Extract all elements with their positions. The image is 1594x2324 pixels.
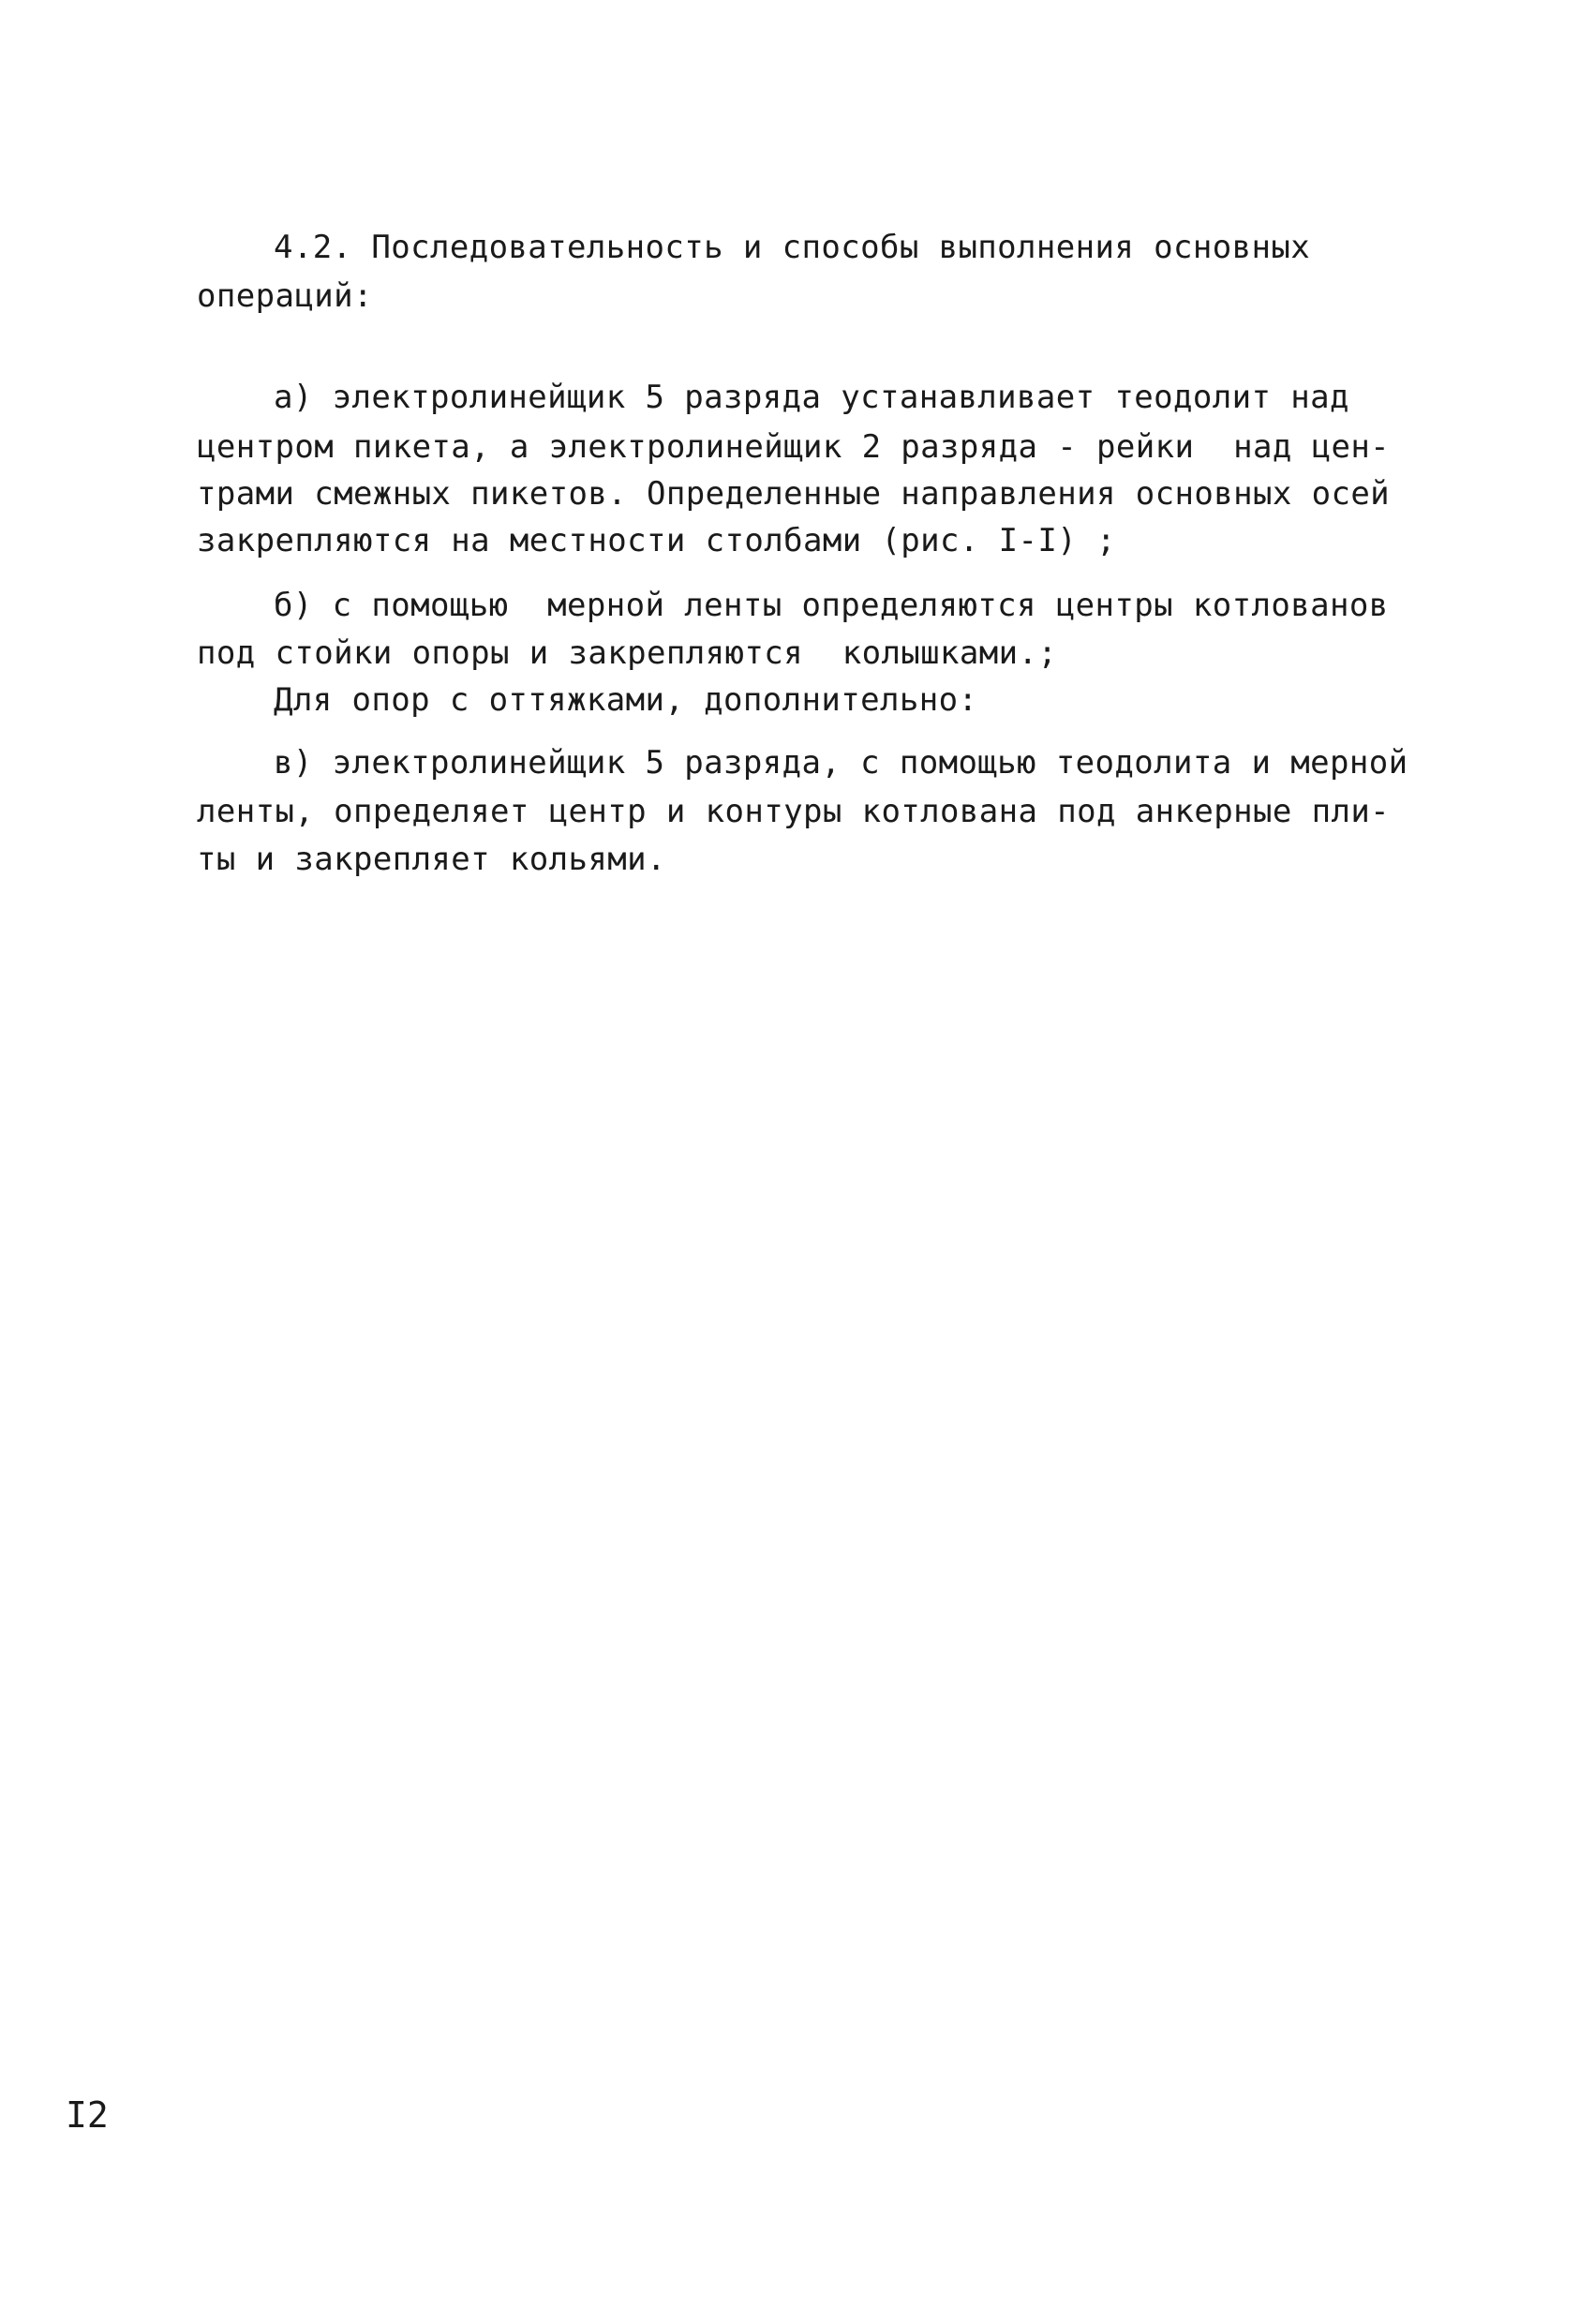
text-line: закрепляются на местности столбами (рис. I-I) ; <box>197 522 1116 559</box>
item-b-line: б) с помощью мерной ленты определяются центры котлованов <box>274 587 1389 624</box>
page-number: I2 <box>66 2094 109 2136</box>
text-line: Для опор с оттяжками, дополнительно: <box>274 681 978 719</box>
item-a-line: а) электролинейщик 5 разряда устанавливает теодолит над <box>274 379 1349 416</box>
text-line: ленты, определяет центр и контуры котлована под анкерные пли- <box>197 793 1391 830</box>
text-line: ты и закрепляет кольями. <box>197 841 666 878</box>
text-line: операций: <box>197 277 373 315</box>
section-heading: 4.2. Последовательность и способы выполнения основных <box>274 229 1311 266</box>
text-line: центром пикета, а электролинейщик 2 разряда - рейки над цен- <box>197 428 1391 466</box>
text-line: под стойки опоры и закрепляются колышками.; <box>197 634 1058 672</box>
text-line: трами смежных пикетов. Определенные направления основных осей <box>197 475 1391 513</box>
item-v-line: в) электролинейщик 5 разряда, с помощью теодолита и мерной <box>274 744 1408 782</box>
